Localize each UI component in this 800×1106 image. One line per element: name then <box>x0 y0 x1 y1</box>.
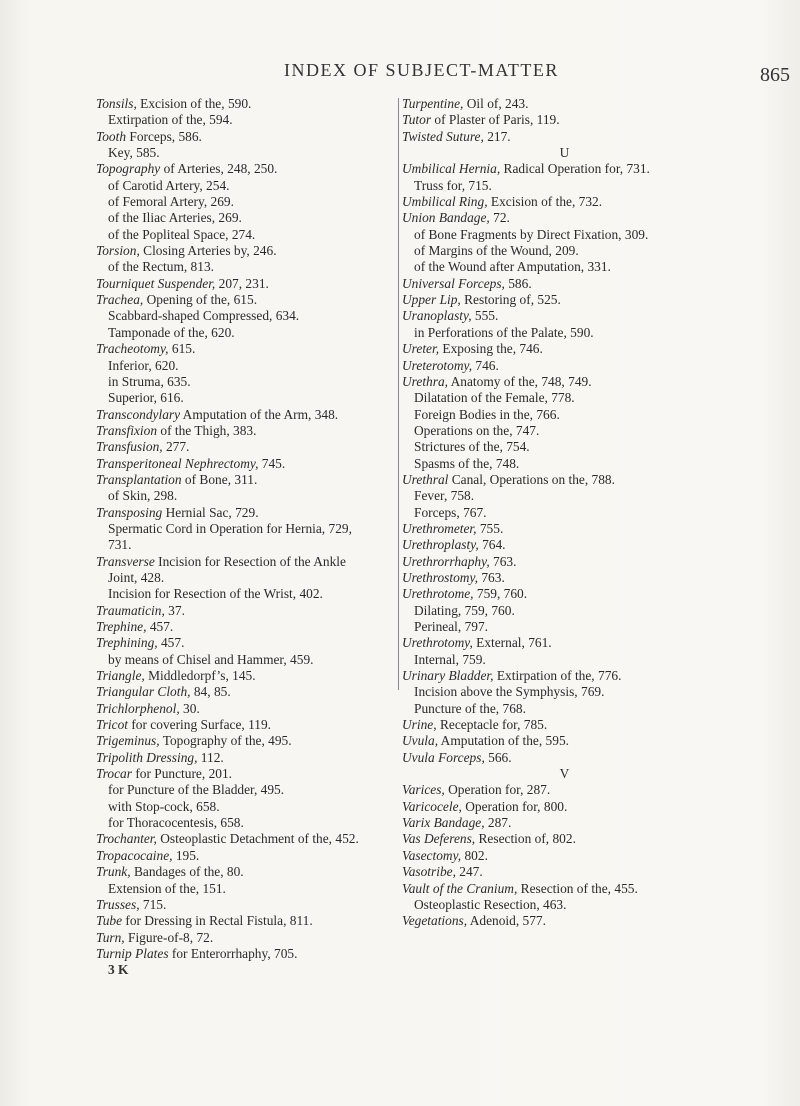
entry-text: 207, 231. <box>215 275 269 291</box>
entry-heading: Transplantation <box>96 471 182 487</box>
index-subentry <box>96 259 396 275</box>
entry-text: Bandages of the, 80. <box>130 864 244 880</box>
entry-heading: Urethrotomy, <box>402 635 473 651</box>
entry-text: Strictures of the, 754. <box>414 439 530 455</box>
entry-heading: Triangular Cloth, <box>96 684 191 700</box>
entry-text: 731. <box>108 537 132 553</box>
index-subentry <box>96 227 396 243</box>
entry-text: Closing Arteries by, 246. <box>139 243 277 259</box>
index-entry <box>96 292 396 308</box>
index-subentry <box>96 488 396 504</box>
entry-heading: Twisted Suture, <box>402 128 484 144</box>
index-entry <box>402 554 787 570</box>
index-entry <box>96 766 396 782</box>
index-subentry <box>402 259 787 275</box>
entry-heading: Turnip Plates <box>96 945 169 961</box>
entry-text: of Femoral Artery, 269. <box>108 194 234 210</box>
entry-text: Amputation of the Arm, 348. <box>180 406 339 422</box>
entry-heading: Tooth <box>96 128 127 144</box>
index-subentry <box>96 390 396 406</box>
index-entry <box>96 913 396 929</box>
entry-heading: Transfixion <box>96 422 158 438</box>
entry-heading: Traumaticin, <box>96 602 165 618</box>
entry-heading: Trachea, <box>96 292 144 308</box>
index-entry <box>96 243 396 259</box>
entry-text: for Puncture, 201. <box>131 766 233 782</box>
index-entry <box>402 864 787 880</box>
entry-heading: Uvula Forceps, <box>402 749 485 765</box>
entry-text: with Stop-cock, 658. <box>108 798 220 814</box>
entry-heading: Tutor <box>402 112 432 128</box>
entry-text: of Arteries, 248, 250. <box>160 161 278 177</box>
index-entry <box>402 570 787 586</box>
index-subentry <box>96 178 396 194</box>
index-subentry <box>402 684 787 700</box>
entry-heading: Varices, <box>402 782 445 798</box>
index-entry <box>402 635 787 651</box>
entry-text: by means of Chisel and Hammer, 459. <box>108 651 314 667</box>
entry-text: 755. <box>476 520 504 536</box>
section-letter-text: V <box>559 766 570 782</box>
entry-text: Spasms of the, 748. <box>414 455 520 471</box>
entry-heading: Urethrotome, <box>402 586 474 602</box>
entry-text: Opening of the, 615. <box>143 292 258 308</box>
entry-text: for Enterorrhaphy, 705. <box>168 945 298 961</box>
entry-text: Middledorpf’s, 145. <box>144 668 256 684</box>
index-entry <box>402 112 787 128</box>
entry-heading: Umbilical Hernia, <box>402 161 501 177</box>
index-subentry <box>96 586 396 602</box>
entry-text: Osteoplastic Resection, 463. <box>414 896 567 912</box>
index-entry <box>96 684 396 700</box>
entry-heading: Umbilical Ring, <box>402 194 488 210</box>
entry-text: Receptacle for, 785. <box>436 717 548 733</box>
entry-text: Incision for Resection of the Wrist, 402. <box>108 586 323 602</box>
entry-heading: Urethrorrhaphy, <box>402 553 490 569</box>
entry-heading: Ureterotomy, <box>402 357 473 373</box>
index-subentry <box>402 456 787 472</box>
index-entry <box>96 733 396 749</box>
index-subentry <box>96 521 396 537</box>
entry-heading: Transfusion, <box>96 439 163 455</box>
entry-text: Amputation of the, 595. <box>438 733 569 749</box>
entry-text: Figure-of-8, 72. <box>124 929 214 945</box>
entry-heading: Ureter, <box>402 341 440 357</box>
index-subentry <box>96 194 396 210</box>
entry-text: Perineal, 797. <box>414 619 489 634</box>
entry-text: 72. <box>489 210 510 226</box>
index-entry <box>96 717 396 733</box>
index-entry <box>96 341 396 357</box>
index-column-left <box>96 96 396 979</box>
entry-text: Resection of, 802. <box>475 831 576 847</box>
index-entry <box>96 456 396 472</box>
index-subentry <box>402 178 787 194</box>
entry-text: 457. <box>157 635 185 651</box>
entry-text: Puncture of the, 768. <box>414 700 526 716</box>
entry-text: Extirpation of the, 594. <box>108 112 233 128</box>
index-subentry <box>402 505 787 521</box>
index-entry <box>96 161 396 177</box>
index-entry <box>402 521 787 537</box>
entry-text: Topography of the, 495. <box>159 733 292 749</box>
entry-text: Extension of the, 151. <box>108 880 226 896</box>
entry-text: 586. <box>504 275 532 291</box>
running-head: INDEX OF SUBJECT-MATTER <box>284 60 559 80</box>
entry-text: Adenoid, 577. <box>467 913 546 929</box>
entry-text: of the Popliteal Space, 274. <box>108 226 256 242</box>
entry-heading: Trunk, <box>96 864 131 880</box>
entry-heading: Transverse <box>96 553 155 569</box>
index-entry <box>402 292 787 308</box>
entry-text: for covering Surface, 119. <box>128 717 272 733</box>
entry-heading: Urethroplasty, <box>402 537 479 553</box>
entry-text: of Plaster of Paris, 119. <box>431 112 560 128</box>
entry-heading: Urethrostomy, <box>402 569 479 585</box>
index-subentry <box>402 423 787 439</box>
entry-text: Incision for Resection of the Ankle <box>154 553 346 569</box>
index-entry <box>402 750 787 766</box>
entry-text: 217. <box>483 128 511 144</box>
index-entry <box>96 96 396 112</box>
index-entry <box>402 913 787 929</box>
index-subentry <box>402 243 787 259</box>
entry-heading: Urethra, <box>402 373 448 389</box>
index-subentry <box>402 701 787 717</box>
entry-heading: Trocar <box>96 766 132 782</box>
index-entry <box>96 946 396 962</box>
entry-text: 763. <box>478 569 505 585</box>
index-subentry <box>96 112 396 128</box>
entry-heading: Trephining, <box>96 635 158 651</box>
entry-text: of Skin, 298. <box>108 488 178 504</box>
entry-heading: Transperitoneal Nephrectomy, <box>96 455 259 471</box>
entry-text: of the Thigh, 383. <box>157 422 257 438</box>
index-entry <box>96 505 396 521</box>
entry-text: Dilating, 759, 760. <box>414 602 515 618</box>
entry-text: 759, 760. <box>473 586 528 602</box>
entry-text: 802. <box>461 847 488 863</box>
index-subentry <box>402 390 787 406</box>
entry-text: Extirpation of the, 776. <box>493 668 622 684</box>
index-entry <box>402 308 787 324</box>
section-letter-text: U <box>559 145 570 161</box>
entry-text: of the Wound after Amputation, 331. <box>414 259 611 275</box>
index-subentry <box>96 308 396 324</box>
entry-heading: Topography <box>96 161 161 177</box>
entry-heading: Union Bandage, <box>402 210 490 226</box>
entry-heading: Tube <box>96 913 123 929</box>
entry-heading: Tripolith Dressing, <box>96 749 198 765</box>
entry-text: Forceps, 767. <box>414 504 487 520</box>
entry-text: Operations on the, 747. <box>414 422 540 438</box>
index-subentry <box>96 145 396 161</box>
entry-heading: Triangle, <box>96 668 145 684</box>
index-subentry <box>96 358 396 374</box>
index-entry <box>402 799 787 815</box>
index-subentry <box>96 782 396 798</box>
index-subentry <box>96 537 396 553</box>
entry-text: 84, 85. <box>190 684 231 700</box>
entry-heading: Varicocele, <box>402 798 462 814</box>
entry-text: of Margins of the Wound, 209. <box>414 243 579 259</box>
index-subentry <box>402 439 787 455</box>
entry-text: 615. <box>168 341 196 357</box>
entry-text: Hernial Sac, 729. <box>162 504 259 520</box>
index-entry <box>96 635 396 651</box>
index-entry <box>96 750 396 766</box>
entry-text: 287. <box>484 815 512 831</box>
index-entry <box>96 668 396 684</box>
entry-text: 30. <box>179 700 200 716</box>
index-column-right <box>402 96 787 930</box>
entry-heading: Trigeminus, <box>96 733 160 749</box>
index-entry <box>96 603 396 619</box>
index-entry <box>402 881 787 897</box>
index-subentry <box>96 210 396 226</box>
entry-text: of the Rectum, 813. <box>108 259 214 275</box>
index-subentry <box>402 652 787 668</box>
index-entry <box>402 129 787 145</box>
entry-text: Inferior, 620. <box>108 357 179 373</box>
index-entry <box>402 341 787 357</box>
entry-text: Osteoplastic Detachment of the, 452. <box>156 831 359 847</box>
page-header <box>0 60 800 86</box>
entry-heading: Upper Lip, <box>402 292 461 308</box>
entry-text: 247. <box>455 864 483 880</box>
entry-heading: Trephine, <box>96 619 147 634</box>
index-subentry <box>96 652 396 668</box>
entry-text: Internal, 759. <box>414 651 486 667</box>
entry-heading: Tricot <box>96 717 128 733</box>
index-subentry <box>402 897 787 913</box>
entry-text: Operation for, 800. <box>461 798 568 814</box>
column-divider <box>398 98 399 690</box>
entry-text: Excision of the, 732. <box>487 194 603 210</box>
index-entry <box>402 831 787 847</box>
index-subentry <box>96 881 396 897</box>
entry-text: Radical Operation for, 731. <box>500 161 650 177</box>
entry-text: in Struma, 635. <box>108 373 191 389</box>
entry-text: 555. <box>471 308 499 324</box>
entry-text: for Dressing in Rectal Fistula, 811. <box>122 913 313 929</box>
section-letter <box>402 766 787 782</box>
index-subentry <box>96 570 396 586</box>
index-entry <box>402 96 787 112</box>
entry-heading: Tourniquet Suspender, <box>96 275 216 291</box>
entry-text: Oil of, 243. <box>463 96 529 111</box>
index-entry <box>96 472 396 488</box>
entry-text: of the Iliac Arteries, 269. <box>108 210 242 226</box>
index-entry <box>96 897 396 913</box>
index-entry <box>402 374 787 390</box>
index-entry <box>402 537 787 553</box>
entry-text: Truss for, 715. <box>414 177 492 193</box>
entry-text: 745. <box>258 455 286 471</box>
entry-text: Key, 585. <box>108 145 160 161</box>
index-entry <box>96 439 396 455</box>
index-subentry <box>402 407 787 423</box>
entry-text: Tamponade of the, 620. <box>108 324 235 340</box>
entry-text: Incision above the Symphysis, 769. <box>414 684 605 700</box>
entry-text: 746. <box>472 357 499 373</box>
entry-heading: Transcondylary <box>96 406 181 422</box>
entry-text: 715. <box>139 896 167 912</box>
index-entry <box>96 701 396 717</box>
entry-heading: Turn, <box>96 929 125 945</box>
index-entry <box>96 619 396 635</box>
entry-heading: Tropacocaine, <box>96 847 173 863</box>
index-subentry <box>402 603 787 619</box>
entry-heading: Vegetations, <box>402 913 468 929</box>
entry-heading: Vasectomy, <box>402 847 462 863</box>
index-subentry <box>96 799 396 815</box>
entry-text: Excision of the, 590. <box>136 96 252 111</box>
index-entry <box>402 210 787 226</box>
entry-text: Joint, 428. <box>108 569 165 585</box>
index-entry <box>402 815 787 831</box>
entry-heading: Vas Deferens, <box>402 831 476 847</box>
index-entry <box>402 276 787 292</box>
entry-text: Operation for, 287. <box>444 782 551 798</box>
index-entry <box>402 733 787 749</box>
index-entry <box>402 782 787 798</box>
entry-text: of Carotid Artery, 254. <box>108 177 230 193</box>
entry-text: 566. <box>484 749 512 765</box>
index-entry <box>402 161 787 177</box>
index-subentry <box>402 619 787 635</box>
entry-heading: Turpentine, <box>402 96 464 111</box>
index-subentry <box>402 488 787 504</box>
index-subentry <box>96 325 396 341</box>
index-entry <box>402 848 787 864</box>
entry-text: Resection of the, 455. <box>517 880 638 896</box>
entry-heading: Trichlorphenol, <box>96 700 180 716</box>
index-entry <box>96 554 396 570</box>
entry-text: External, 761. <box>472 635 552 651</box>
entry-text: of Bone, 311. <box>181 471 258 487</box>
entry-heading: Tracheotomy, <box>96 341 169 357</box>
index-entry <box>402 358 787 374</box>
entry-text: of Bone Fragments by Direct Fixation, 309. <box>414 226 649 242</box>
index-entry <box>96 276 396 292</box>
entry-text: 764. <box>478 537 506 553</box>
entry-text: Dilatation of the Female, 778. <box>414 390 575 406</box>
index-entry <box>402 586 787 602</box>
entry-text: Canal, Operations on the, 788. <box>448 471 615 487</box>
entry-heading: Uvula, <box>402 733 439 749</box>
entry-text: Foreign Bodies in the, 766. <box>414 406 560 422</box>
entry-heading: Urethral <box>402 471 449 487</box>
entry-heading: Trochanter, <box>96 831 157 847</box>
entry-heading: Trusses, <box>96 896 140 912</box>
entry-text: Scabbard-shaped Compressed, 634. <box>108 308 300 324</box>
index-entry <box>402 472 787 488</box>
index-entry <box>96 831 396 847</box>
index-subentry <box>402 325 787 341</box>
entry-text: 195. <box>172 847 200 863</box>
index-entry <box>96 407 396 423</box>
entry-heading: Urinary Bladder, <box>402 668 494 684</box>
entry-text: for Puncture of the Bladder, 495. <box>108 782 285 798</box>
entry-text: Exposing the, 746. <box>439 341 543 357</box>
index-entry <box>402 717 787 733</box>
entry-heading: Varix Bandage, <box>402 815 485 831</box>
entry-text: Forceps, 586. <box>126 128 202 144</box>
entry-text: 457. <box>146 619 174 634</box>
index-subentry <box>96 815 396 831</box>
entry-text: Fever, 758. <box>414 488 475 504</box>
index-entry <box>96 848 396 864</box>
entry-text: 763. <box>489 553 517 569</box>
entry-heading: Vault of the Cranium, <box>402 880 518 896</box>
entry-heading: Urethrometer, <box>402 520 477 536</box>
entry-text: 112. <box>197 749 224 765</box>
entry-heading: Tonsils, <box>96 96 137 111</box>
entry-heading: Universal Forceps, <box>402 275 505 291</box>
index-entry <box>402 668 787 684</box>
entry-text: Restoring of, 525. <box>460 292 561 308</box>
entry-text: Anatomy of the, 748, 749. <box>448 373 592 389</box>
entry-text: for Thoracocentesis, 658. <box>108 815 244 831</box>
entry-text: Superior, 616. <box>108 390 184 406</box>
entry-heading: Urine, <box>402 717 437 733</box>
entry-heading: Torsion, <box>96 243 140 259</box>
entry-heading: Uranoplasty, <box>402 308 472 324</box>
index-entry <box>96 930 396 946</box>
index-subentry <box>402 227 787 243</box>
page-number: 865 <box>760 64 790 86</box>
entry-heading: Transposing <box>96 504 163 520</box>
entry-text: 37. <box>164 602 185 618</box>
entry-heading: Vasotribe, <box>402 864 456 880</box>
index-subentry <box>96 374 396 390</box>
index-entry <box>96 864 396 880</box>
entry-text: 277. <box>162 439 190 455</box>
index-entry <box>96 129 396 145</box>
entry-text: in Perforations of the Palate, 590. <box>414 324 594 340</box>
index-entry <box>402 194 787 210</box>
section-letter <box>402 145 787 161</box>
entry-text: Spermatic Cord in Operation for Hernia, 729, <box>108 520 352 536</box>
index-entry <box>96 423 396 439</box>
signature-mark: 3 K <box>108 962 129 978</box>
